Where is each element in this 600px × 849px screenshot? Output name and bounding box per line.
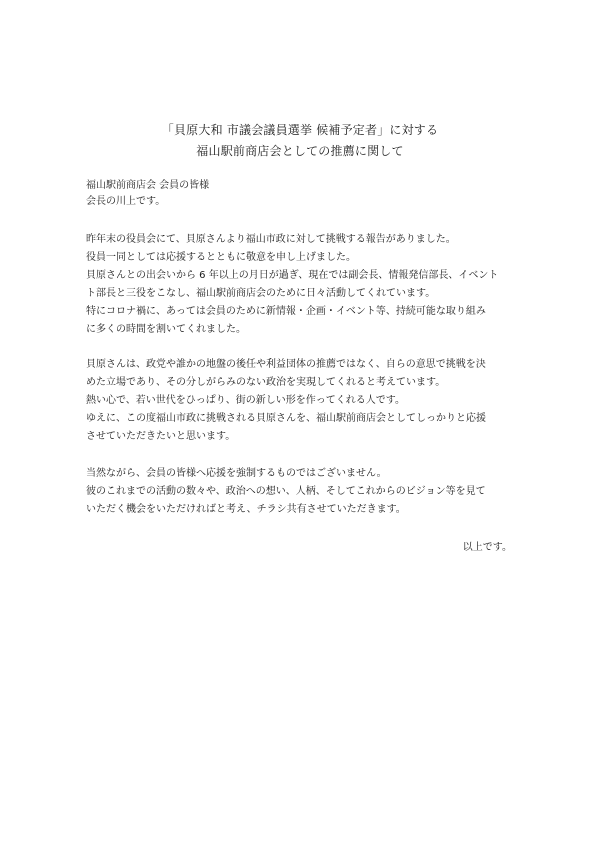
paragraph1-line: 貝原さんとの出会いから 6 年以上の月日が過ぎ、現在では副会長、情報発信部長、イベント bbox=[86, 270, 499, 281]
paragraph1-line: 役員一同としては応援するとともに敬意を申し上げました。 bbox=[86, 252, 356, 263]
sender-intro: 会長の川上です。 bbox=[86, 196, 166, 207]
paragraph3-line: 当然ながら、会員の皆様へ応援を強制するものではございません。 bbox=[86, 468, 387, 479]
paragraph2-line: ゆえに、この度福山市政に挑戦される貝原さんを、福山駅前商店会としてしっかりと応援 bbox=[86, 413, 486, 424]
addressee: 福山駅前商店会 会員の皆様 bbox=[86, 180, 210, 191]
paragraph3-line: いただく機会をいただければと考え、チラシ共有させていただきます。 bbox=[86, 504, 406, 515]
paragraph2-line: 貝原さんは、政党や誰かの地盤の後任や利益団体の推薦ではなく、自らの意思で挑戦を決 bbox=[86, 359, 486, 370]
title-line-2: 福山駅前商店会としての推薦に関して bbox=[196, 144, 404, 158]
paragraph2-line: 熱い心で、若い世代をひっぱり、街の新しい形を作ってくれる人です。 bbox=[86, 395, 405, 406]
paragraph1-line: 特にコロナ禍に、あっては会員のために新情報・企画・イベント等、持続可能な取り組み bbox=[86, 306, 486, 317]
title-line-1: 「貝原大和 市議会議員選挙 候補予定者」に対する bbox=[161, 123, 439, 137]
closing-remark: 以上です。 bbox=[462, 542, 512, 553]
paragraph1-line: ト部長と三役をこなし、福山駅前商店会のために日々活動してくれています。 bbox=[86, 288, 436, 299]
paragraph2-line: させていただきたいと思います。 bbox=[86, 431, 236, 442]
paragraph3-line: 彼のこれまでの活動の数々や、政治への想い、人柄、そしてこれからのビジョン等を見て bbox=[86, 486, 486, 497]
paragraph1-line: 昨年末の役員会にて、貝原さんより福山市政に対して挑戦する報告がありました。 bbox=[86, 234, 456, 245]
paragraph1-line: に多くの時間を割いてくれました。 bbox=[86, 324, 246, 335]
paragraph2-line: めた立場であり、その分しがらみのない政治を実現してくれると考えています。 bbox=[86, 377, 446, 388]
